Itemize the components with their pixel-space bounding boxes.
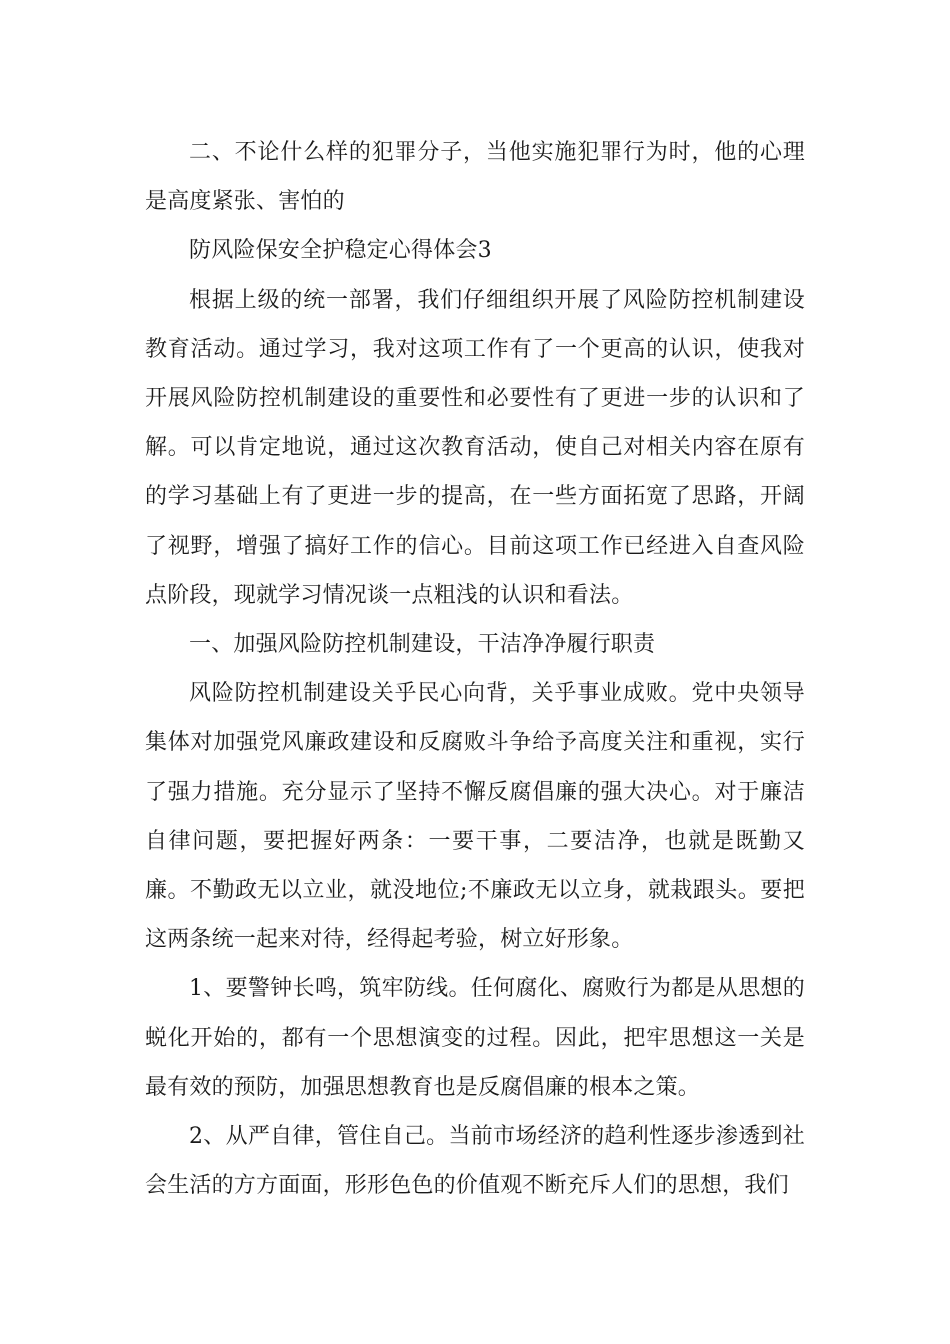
- paragraph-criminal-psychology: 二、不论什么样的犯罪分子，当他实施犯罪行为时，他的心理是高度紧张、害怕的: [145, 140, 805, 215]
- section-title: 防风险保安全护稳定心得体会3: [189, 238, 492, 264]
- paragraph-risk-control: 风险防控机制建设关乎民心向背，关乎事业成败。党中央领导集体对加强党风廉政建设和反腐败斗争给予高度关注和重视，实行了强力措施。充分显示了坚持不懈反腐倡廉的强大决心。对于廉洁自律问题，要把握好两条：一要干事，二要洁净，也就是既勤又廉。不勤政无以立业，就没地位;不廉政无以立身，就栽跟头。要把这两条统一起来对待，经得起考验，树立好形象。: [145, 681, 805, 953]
- paragraph-introduction: 根据上级的统一部署，我们仔细组织开展了风险防控机制建设教育活动。通过学习，我对这项工作有了一个更高的认识，使我对开展风险防控机制建设的重要性和必要性有了更进一步的认识和了解。可以肯定地说，通过这次教育活动，使自己对相关内容在原有的学习基础上有了更进一步的提高，在一些方面拓宽了思路，开阔了视野，增强了搞好工作的信心。目前这项工作已经进入自查风险点阶段，现就学习情况谈一点粗浅的认识和看法。: [145, 287, 805, 608]
- paragraph-point-one: 1、要警钟长鸣，筑牢防线。任何腐化、腐败行为都是从思想的蜕化开始的，都有一个思想演变的过程。因此，把牢思想这一关是最有效的预防，加强思想教育也是反腐倡廉的根本之策。: [145, 976, 805, 1100]
- document-body: [145, 128, 805, 1210]
- paragraph-point-two: 2、从严自律，管住自己。当前市场经济的趋利性逐步渗透到社会生活的方方面面，形形色色的价值观不断充斥人们的思想，我们: [145, 1124, 805, 1199]
- heading-section-one: 一、加强风险防控机制建设，干洁净净履行职责: [189, 632, 656, 658]
